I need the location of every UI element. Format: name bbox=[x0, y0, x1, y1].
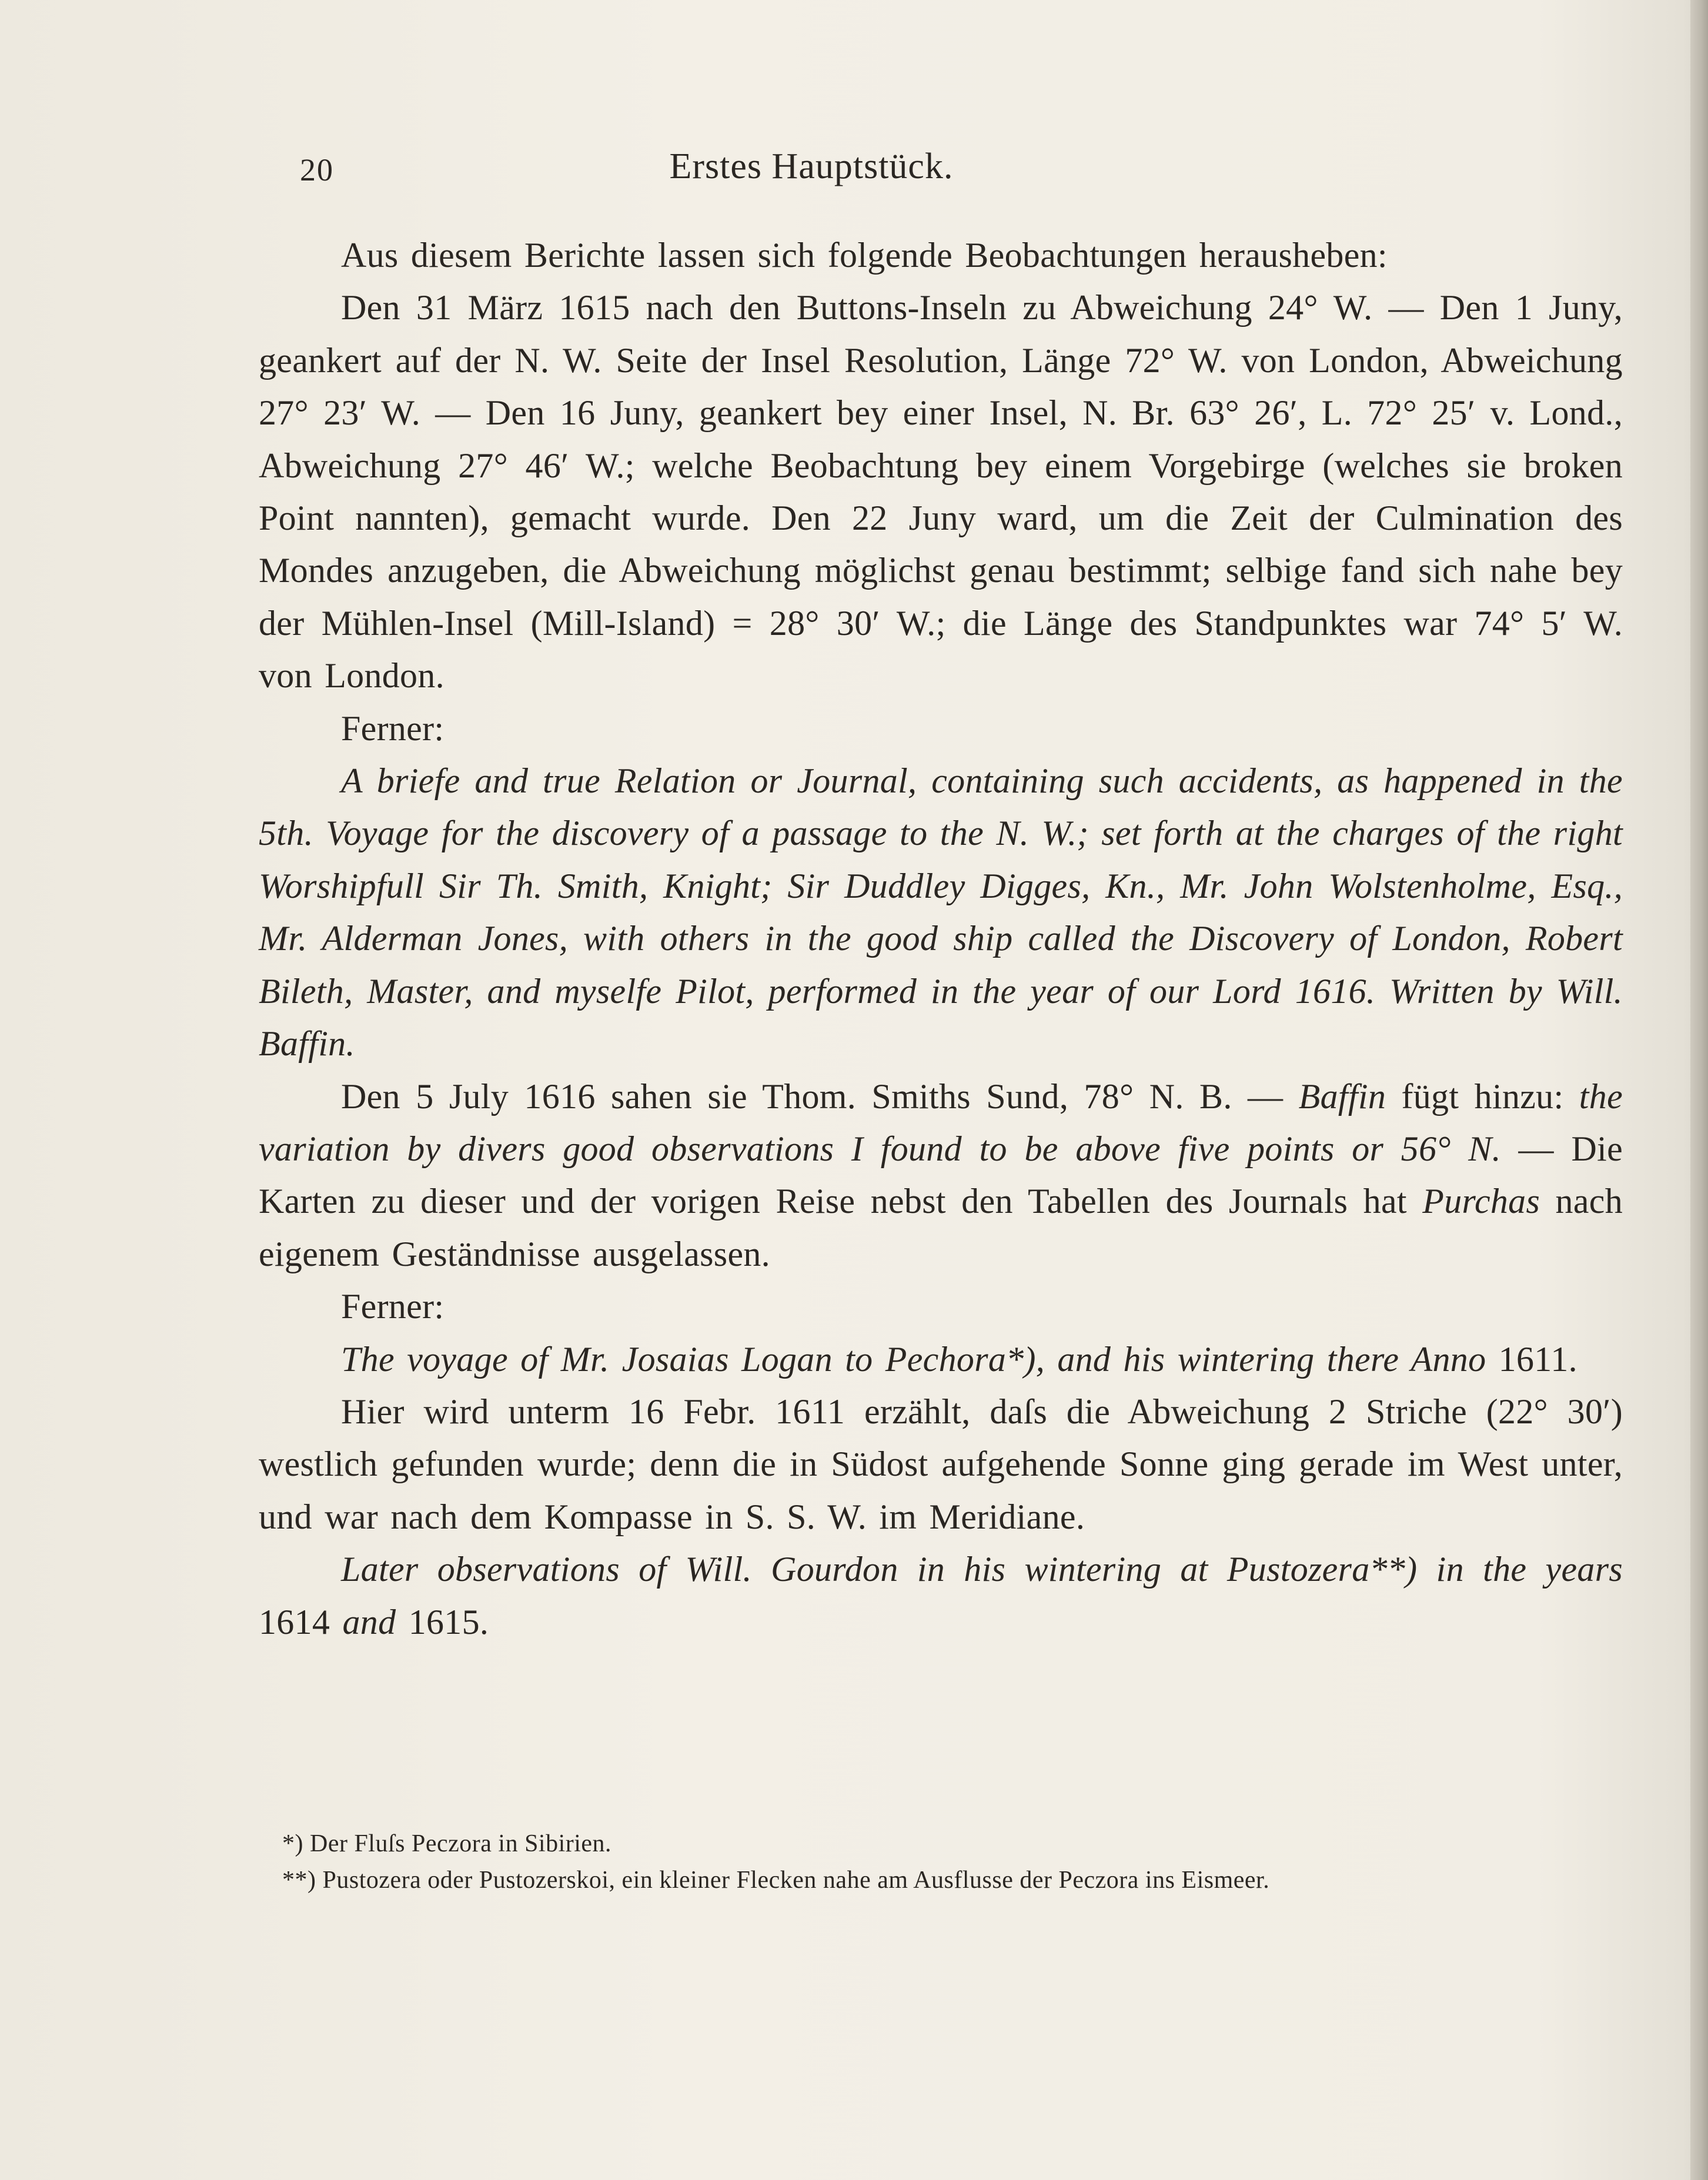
footnotes bbox=[259, 1825, 1623, 1898]
paragraph-logan-title bbox=[259, 1333, 1623, 1386]
text-run-italic: the variation by divers good observations I found to be above five points or 56° N. bbox=[259, 1076, 1623, 1168]
text-run: 1615. bbox=[396, 1602, 489, 1641]
main-text bbox=[259, 229, 1623, 1649]
text-run: 1614 bbox=[259, 1602, 343, 1641]
text-run-italic: Baffin bbox=[1298, 1076, 1386, 1116]
paragraph-logan-notes: Hier wird unterm 16 Febr. 1611 erzählt, daſs die Abweichung 2 Striche (22° 30′) westlich gefunden wurde; denn die in Südost aufgehende Sonne ging gerade im West unter, und war nach dem Kompasse in S. S. W. im Meridiane. bbox=[259, 1392, 1623, 1536]
text-run-italic: The voyage of Mr. Josaias Logan to Pechora*), and his wintering there Anno bbox=[341, 1339, 1486, 1379]
text-run: nach eigenem Geständnisse ausgelassen. bbox=[259, 1182, 1623, 1273]
text-run-italic: Later observations of Will. Gourdon in his wintering at Pustozera**) in the years bbox=[341, 1550, 1623, 1589]
text-run-italic: and bbox=[342, 1602, 396, 1641]
text-run: fügt hinzu: bbox=[1386, 1076, 1579, 1116]
running-head: Erstes Hauptstück. bbox=[669, 146, 954, 186]
page-number: 20 bbox=[300, 152, 334, 188]
text-run: Den 5 July 1616 sahen sie Thom. Smiths Sund, 78° N. B. — bbox=[341, 1076, 1299, 1116]
text-run: 1611. bbox=[1486, 1339, 1577, 1379]
paragraph-ferner-2: Ferner: bbox=[341, 1287, 444, 1326]
paragraph-baffin-title: A briefe and true Relation or Journal, containing such accidents, as happened in the 5th. Voyage for the discovery of a passage to the N. W.; set forth at the charges of the right Worshipfull Sir Th. Smith, Knight; Sir Duddley Digges, Kn., Mr. John Wolstenholme, Esq., Mr. Alderman Jones, with others in the good ship called the Discovery of London, Robert Bileth, Master, and myselfe Pilot, performed in the year of our Lord 1616. Written by Will. Baffin. bbox=[259, 761, 1623, 1064]
footnote-1: *) Der Fluſs Peczora in Sibirien. bbox=[282, 1830, 612, 1857]
paragraph-intro: Aus diesem Berichte lassen sich folgende Beobachtungen herausheben: bbox=[341, 236, 1388, 275]
page-header bbox=[259, 141, 1364, 194]
page-edge-shadow bbox=[1690, 0, 1708, 2180]
paragraph-ferner-1: Ferner: bbox=[341, 708, 444, 748]
paragraph-baffin-notes bbox=[259, 1071, 1623, 1281]
paragraph-observations: Den 31 März 1615 nach den Buttons-Inseln zu Abweichung 24° W. — Den 1 Juny, geankert auf der N. W. Seite der Insel Resolution, Länge 72° W. von London, Abweichung 27° 23′ W. — Den 16 Juny, geankert bey einer Insel, N. Br. 63° 26′, L. 72° 25′ v. Lond., Abweichung 27° 46′ W.; welche Beobachtung bey einem Vorgebirge (welches sie broken Point nannten), gemacht wurde. Den 22 Juny ward, um die Zeit der Culmination des Mondes anzugeben, die Abweichung möglichst genau bestimmt; selbige fand sich nahe bey der Mühlen-Insel (Mill-Island) = 28° 30′ W.; die Länge des Standpunktes war 74° 5′ W. von London. bbox=[259, 288, 1623, 696]
paragraph-gourdon-title bbox=[259, 1543, 1623, 1649]
footnote-2: **) Pustozera oder Pustozerskoi, ein kleiner Flecken nahe am Ausflusse der Peczora ins Eismeer. bbox=[282, 1867, 1270, 1894]
text-run: — Die Karten zu dieser und der vorigen Reise nebst den Tabellen des Journals hat bbox=[259, 1129, 1623, 1221]
text-run-italic: Purchas bbox=[1422, 1182, 1540, 1221]
